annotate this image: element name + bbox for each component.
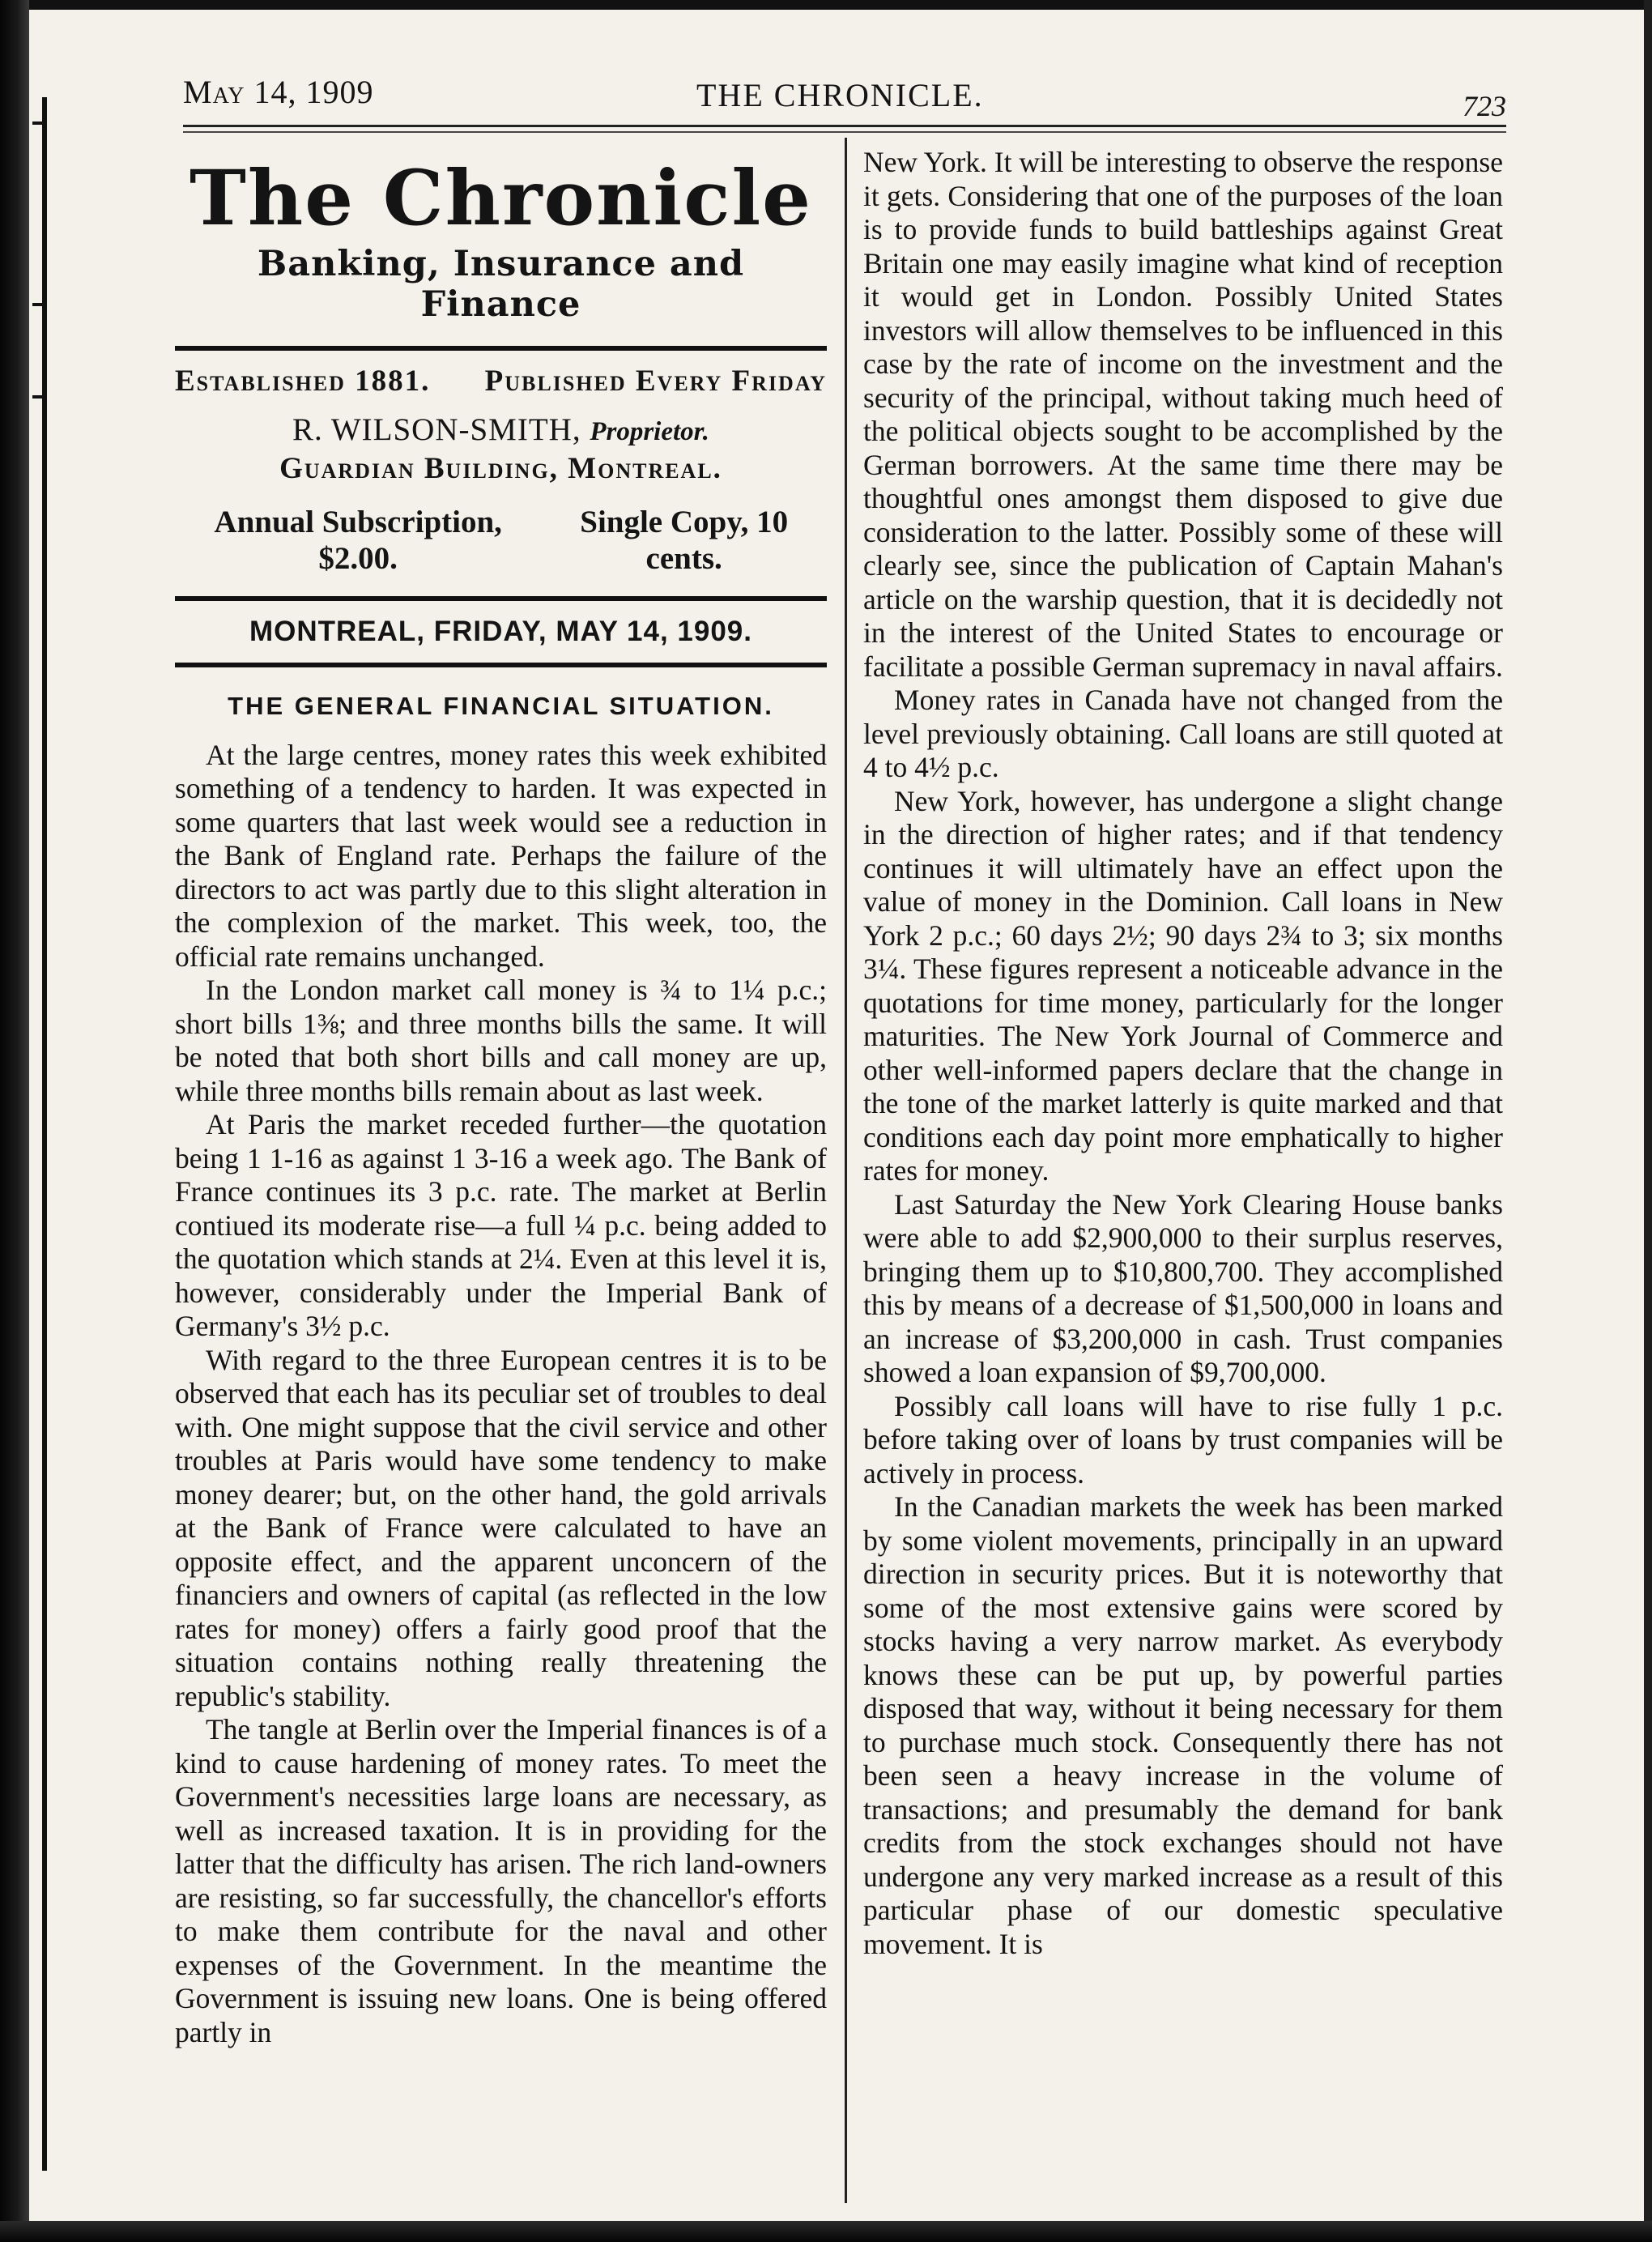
- scan-border-bottom: [0, 2221, 1652, 2242]
- article-paragraph: In the London market call money is ¾ to 1¼ p.c.; short bills 1⅜; and three months bills the same. It will be noted that both short bills and call money are up, while three months bills remain about as last week.: [175, 974, 827, 1107]
- single-copy-price: Single Copy, 10 cents.: [580, 504, 789, 576]
- page-number: 723: [1463, 90, 1506, 122]
- binding-edge: [42, 97, 47, 2171]
- article-paragraph: Possibly call loans will have to rise fully 1 p.c. before taking over of loans by trust companies will be actively in process.: [863, 1389, 1503, 1490]
- article-paragraph: In the Canadian markets the week has been marked by some violent movements, principally in an upward direction in security prices. But it is noteworthy that some of the most extensive gains were scored by stocks having a very narrow market. As everybody knows these can be put up, by powerful parties disposed that way, without it being necessary for them to purchase much stock. Consequently there has not been seen a heavy increase in the volume of transactions; and presumably the demand for bank credits from the stock exchanges should not have undergone any very marked increase as a result of this particular phase of our domestic speculative movement. It is: [863, 1490, 1503, 1960]
- article-paragraph: New York, however, has undergone a slight change in the direction of higher rates; and if that tendency continues it will ultimately have an effect upon the value of money in the Dominion. Call loans in New York 2 p.c.; 60 days 2½; 90 days 2¾ to 3; six months 3¼. These figures represent a noticeable advance in the quotations for time money, particularly for the longer maturities. The New York Journal of Commerce and other well-informed papers declare that the change in the tone of the market latterly is quite marked and that conditions each day point more emphatically to higher rates for money.: [863, 784, 1503, 1187]
- article-body-left: [175, 739, 827, 2050]
- article-paragraph: At Paris the market receded further—the quotation being 1 1-16 as against 1 3-16 a week ago. The Bank of France continues its 3 p.c. rate. The market at Berlin contiued its moderate rise—a full ¼ p.c. being added to the quotation which stands at 2¼. Even at this level it is, however, considerably under the Imperial Bank of Germany's 3½ p.c.: [175, 1108, 827, 1343]
- article-paragraph: Money rates in Canada have not changed from the level previously obtaining. Call loans are still quoted at 4 to 4½ p.c.: [863, 684, 1503, 783]
- publication-name: THE CHRONICLE.: [696, 77, 984, 113]
- dateline: MONTREAL, FRIDAY, MAY 14, 1909.: [249, 615, 752, 647]
- article-title: THE GENERAL FINANCIAL SITUATION.: [228, 691, 774, 720]
- article-paragraph: At the large centres, money rates this week exhibited something of a tendency to harden. It was expected in some quarters that last week would see a reduction in the Bank of England rate. Perhaps the failure of the directors to act was partly due to this slight alteration in the complexion of the market. This week, too, the official rate remains unchanged.: [175, 738, 827, 973]
- scan-border-left: [0, 0, 29, 2242]
- binding-mark: [32, 121, 44, 125]
- masthead-title: The Chronicle: [189, 154, 812, 243]
- newspaper-page: [162, 57, 1506, 2203]
- right-column: [863, 146, 1503, 1961]
- left-column: [175, 146, 827, 2049]
- binding-mark: [32, 395, 44, 399]
- binding-mark: [32, 303, 44, 306]
- annual-subscription: Annual Subscription, $2.00.: [214, 504, 502, 576]
- article-paragraph-continued: New York. It will be interesting to observe the response it gets. Considering that one of the purposes of the loan is to provide funds to build battleships against Great Britain one may easily imagine what kind of reception it would get in London. Possibly United States investors will allow themselves to be influenced in this case by the rate of income on the investment and the security of the principal, without taking much heed of the political objects sought to be accomplished by the German borrowers. At the same time there may be thoughtful ones amongst them disposed to give due consideration to the latter. Possibly some of these will clearly see, since the publication of Captain Mahan's article on the warship question, that it is decidedly not in the interest of the United States to encourage or facilitate a possible German supremacy in naval affairs.: [863, 146, 1503, 683]
- article-paragraph: Last Saturday the New York Clearing House banks were able to add $2,900,000 to their surplus reserves, bringing them up to $10,800,700. They accomplished this by means of a decrease of $1,500,000 in loans and an increase of $3,200,000 in cash. Trust companies showed a loan expansion of $9,700,000.: [863, 1187, 1503, 1388]
- published-note: Published Every Friday: [484, 364, 827, 398]
- subscription-info: [175, 504, 827, 577]
- office-address: Guardian Building, Montreal.: [279, 451, 722, 485]
- masthead-subtitle: Banking, Insurance and Finance: [257, 243, 745, 325]
- proprietor-line: [175, 411, 827, 448]
- issue-date: May 14, 1909: [183, 74, 374, 110]
- article-body-right: [863, 146, 1503, 1961]
- header-rule: [183, 131, 1506, 133]
- masthead: [175, 154, 827, 667]
- masthead-rule: [175, 663, 827, 667]
- column-divider: [845, 138, 847, 2203]
- scan-border-top: [0, 0, 1652, 10]
- masthead-rule: [175, 596, 827, 601]
- proprietor-name: R. WILSON-SMITH,: [292, 411, 581, 447]
- scan-border-right: [1644, 0, 1652, 2242]
- publication-info: [175, 364, 827, 399]
- article-paragraph: The tangle at Berlin over the Imperial finances is of a kind to cause hardening of money rates. To meet the Government's necessities large loans are necessary, as well as increased taxation. It is in providing for the latter that the difficulty has arisen. The rich land-owners are resisting, so far successfully, the chancellor's efforts to make them contribute for the naval and other expenses of the Government. In the meantime the Government is issuing new loans. One is being offered partly in: [175, 1713, 827, 2048]
- established-note: Established 1881.: [175, 364, 431, 398]
- article-paragraph: With regard to the three European centres it is to be observed that each has its peculiar set of troubles to deal with. One might suppose that the civil service and other troubles at Paris would have some tendency to make money dearer; but, on the other hand, the gold arrivals at the Bank of France were calculated to have an opposite effect, and the apparent unconcern of the financiers and owners of capital (as reflected in the low rates for money) offers a fairly good proof that the situation contains nothing really threatening the republic's stability.: [175, 1343, 827, 1712]
- running-head: [162, 68, 1506, 122]
- header-rule: [183, 125, 1506, 127]
- masthead-rule: [175, 346, 827, 351]
- proprietor-role: Proprietor.: [590, 416, 709, 446]
